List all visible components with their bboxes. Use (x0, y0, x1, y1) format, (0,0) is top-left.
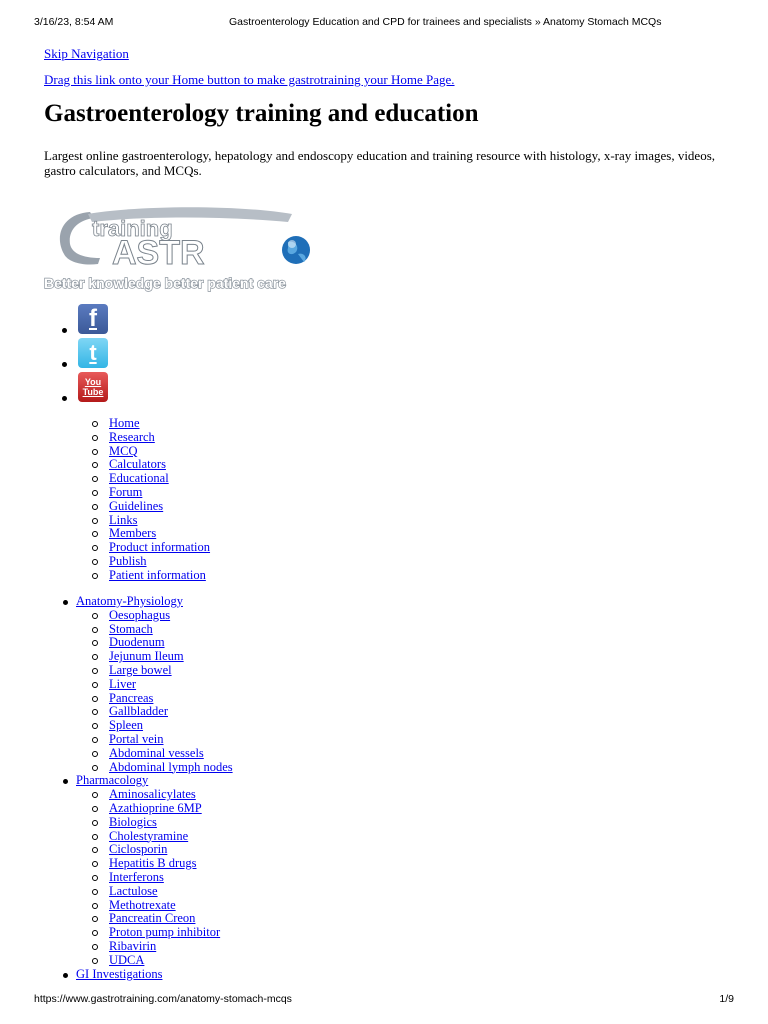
list-item (109, 788, 233, 802)
subnav-link-abdominal-lymph-nodes[interactable]: Abdominal lymph nodes (109, 759, 233, 774)
list-item (109, 885, 233, 899)
nav-link-educational[interactable]: Educational (109, 471, 169, 486)
subnav-link-pancreatin-creon[interactable]: Pancreatin Creon (109, 911, 196, 926)
list-item (109, 816, 233, 830)
list-item (109, 843, 233, 857)
youtube-icon-bottom: Tube (82, 387, 104, 397)
subnav-link-udca[interactable]: UDCA (109, 952, 145, 967)
list-item (109, 899, 233, 913)
nav-item-forum (109, 486, 210, 500)
subnav-link-azathioprine[interactable]: Azathioprine 6MP (109, 800, 202, 815)
topic-gi-investigations (76, 968, 233, 982)
subnav-link-jejunum-ileum[interactable]: Jejunum Ileum (109, 649, 184, 664)
nav-link-calculators[interactable]: Calculators (109, 457, 166, 472)
subnav-link-spleen[interactable]: Spleen (109, 718, 144, 733)
topic-link-pharmacology[interactable]: Pharmacology (76, 773, 149, 788)
list-item (109, 678, 233, 692)
list-item (109, 926, 233, 940)
topic-anatomy-physiology (76, 595, 233, 774)
list-item (109, 940, 233, 954)
subnav-link-ribavirin[interactable]: Ribavirin (109, 938, 157, 953)
topic-link-gi-investigations[interactable]: GI Investigations (76, 966, 163, 981)
list-item (109, 650, 233, 664)
subnav-link-pancreas[interactable]: Pancreas (109, 690, 154, 705)
home-page-drag-link[interactable]: Drag this link onto your Home button to make gastrotraining your Home Page. (44, 72, 455, 87)
list-item (109, 623, 233, 637)
subnav-link-gallbladder[interactable]: Gallbladder (109, 704, 169, 719)
subnav-link-ciclosporin[interactable]: Ciclosporin (109, 842, 168, 857)
subnav-link-liver[interactable]: Liver (109, 676, 137, 691)
subnav-link-oesophagus[interactable]: Oesophagus (109, 607, 171, 622)
list-item (109, 636, 233, 650)
subnav-link-stomach[interactable]: Stomach (109, 621, 153, 636)
nav-item-patient-information (109, 569, 210, 583)
nav-item-mcq (109, 445, 210, 459)
subnav-link-hepatitis-b-drugs[interactable]: Hepatitis B drugs (109, 856, 197, 871)
gastrotraining-logo[interactable] (42, 192, 322, 292)
topic-pharmacology (76, 774, 233, 967)
list-item (109, 857, 233, 871)
skip-navigation-link[interactable]: Skip Navigation (44, 46, 129, 61)
list-item (109, 871, 233, 885)
list-item (109, 705, 233, 719)
nav-item-guidelines (109, 500, 210, 514)
print-footer (34, 993, 734, 1007)
logo-slogan: Better knowledge better patient care (44, 275, 286, 291)
twitter-icon[interactable]: t (78, 338, 108, 368)
nav-link-guidelines[interactable]: Guidelines (109, 498, 164, 513)
list-item (109, 719, 233, 733)
nav-link-members[interactable]: Members (109, 526, 157, 541)
list-item (109, 747, 233, 761)
print-page-title: Gastroenterology Education and CPD for trainees and specialists » Anatomy Stomach MCQs (229, 16, 662, 28)
site-tagline: Largest online gastroenterology, hepatology and endoscopy education and training resource with histology, x-ray images, videos, gastro calculators, and MCQs. (44, 148, 716, 178)
list-item (109, 761, 233, 775)
nav-link-home[interactable]: Home (109, 416, 140, 430)
print-header (34, 16, 734, 30)
youtube-icon-top: You (84, 377, 102, 387)
subnav-link-portal-vein[interactable]: Portal vein (109, 731, 164, 746)
logo-word-gastro: ASTR (112, 234, 205, 272)
list-item (109, 830, 233, 844)
nav-link-publish[interactable]: Publish (109, 553, 147, 568)
list-item (109, 912, 233, 926)
nav-item-home (109, 417, 210, 431)
nav-link-research[interactable]: Research (109, 429, 155, 444)
subnav-link-methotrexate[interactable]: Methotrexate (109, 897, 176, 912)
subnav-link-proton-pump-inhibitor[interactable]: Proton pump inhibitor (109, 925, 221, 940)
subnav-link-aminosalicylates[interactable]: Aminosalicylates (109, 787, 196, 802)
topic-navigation (76, 595, 233, 981)
nav-link-product-information[interactable]: Product information (109, 540, 211, 555)
list-item (109, 664, 233, 678)
subnav-link-duodenum[interactable]: Duodenum (109, 635, 165, 650)
list-item (109, 609, 233, 623)
nav-item-publish (109, 555, 210, 569)
logo-word-training: training (92, 216, 173, 241)
subnav-link-cholestyramine[interactable]: Cholestyramine (109, 828, 189, 843)
subnav-link-lactulose[interactable]: Lactulose (109, 883, 158, 898)
nav-item-product-information (109, 541, 210, 555)
list-item (109, 692, 233, 706)
nav-item-educational (109, 472, 210, 486)
logo-graphic (42, 192, 322, 292)
facebook-icon[interactable]: f (78, 304, 108, 334)
topic-link-anatomy-physiology[interactable]: Anatomy-Physiology (76, 594, 183, 608)
list-item (109, 802, 233, 816)
nav-link-patient-information[interactable]: Patient information (109, 567, 206, 582)
subnav-link-abdominal-vessels[interactable]: Abdominal vessels (109, 745, 204, 760)
print-url: https://www.gastrotraining.com/anatomy-stomach-mcqs (34, 993, 292, 1005)
nav-item-research (109, 431, 210, 445)
nav-link-forum[interactable]: Forum (109, 484, 143, 499)
nav-item-members (109, 527, 210, 541)
anatomy-physiology-subnav (109, 609, 233, 775)
nav-link-links[interactable]: Links (109, 512, 138, 527)
pharmacology-subnav (109, 788, 233, 967)
site-title: Gastroenterology training and education (44, 100, 479, 127)
print-datetime: 3/16/23, 8:54 AM (34, 16, 114, 28)
subnav-link-biologics[interactable]: Biologics (109, 814, 157, 829)
main-navigation (109, 417, 210, 583)
subnav-link-large-bowel[interactable]: Large bowel (109, 662, 172, 677)
list-item (109, 733, 233, 747)
nav-item-links (109, 514, 210, 528)
youtube-icon[interactable] (78, 372, 108, 402)
print-page-number: 1/9 (719, 993, 734, 1005)
subnav-link-interferons[interactable]: Interferons (109, 869, 164, 884)
list-item (109, 954, 233, 968)
nav-link-mcq[interactable]: MCQ (109, 443, 138, 458)
nav-item-calculators (109, 458, 210, 472)
